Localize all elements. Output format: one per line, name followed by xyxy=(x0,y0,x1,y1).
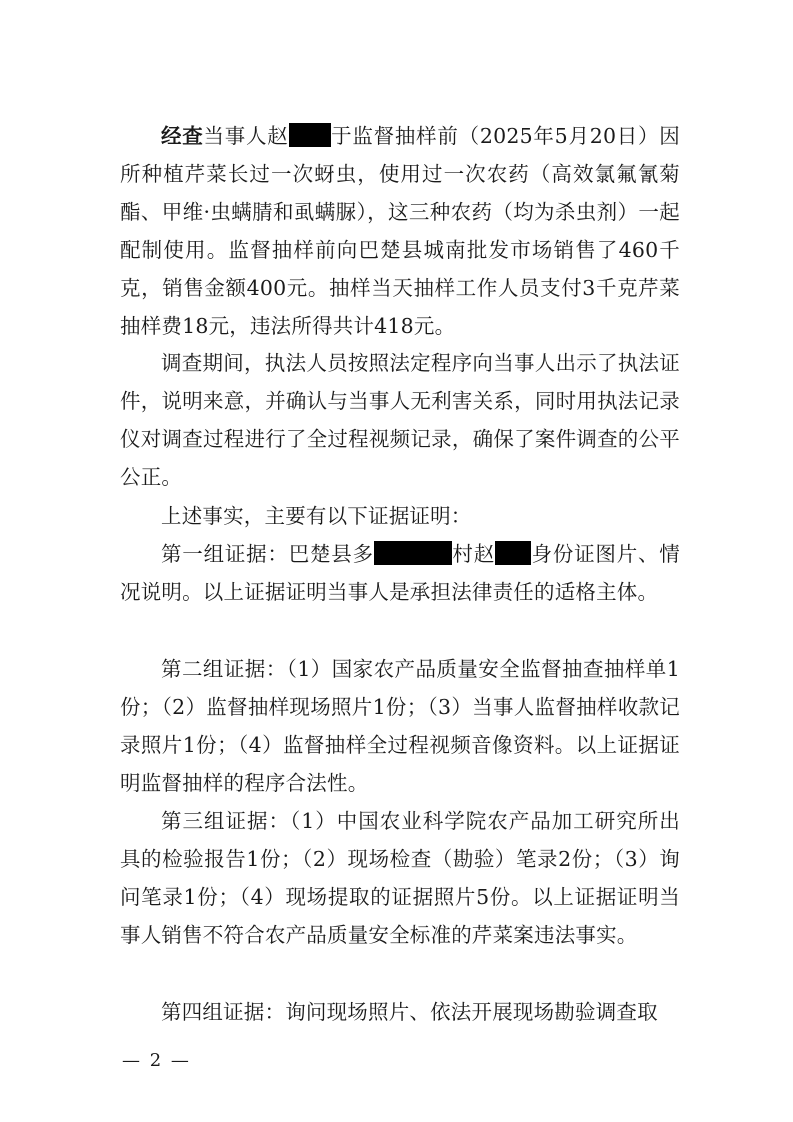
paragraph-evidence-group-2: 第二组证据：（1）国家农产品质量安全监督抽查抽样单1份；（2）监督抽样现场照片1份；（3）当事人监督抽样收款记录照片1份；（4）监督抽样全过程视频音像资料。以上证据证明监督抽样的程序合法性。 xyxy=(120,657,680,795)
paragraph-text: 身份证图片、情况说明。以上证据证明当事人是承担法律责任的适格主体。 xyxy=(120,542,680,604)
paragraph-evidence-group-3: 第三组证据：（1）中国农业科学院农产品加工研究所出具的检验报告1份；（2）现场检查（勘验）笔录2份；（3）询问笔录1份；（4）现场提取的证据照片5份。以上证据证明当事人销售不符合农产品质量安全标准的芹菜案违法事实。 xyxy=(120,809,680,947)
paragraph-text: 村赵 xyxy=(451,542,495,566)
redaction-bar xyxy=(289,123,331,147)
paragraph-evidence-group-1 xyxy=(120,535,680,611)
redaction-bar xyxy=(495,541,531,565)
redaction-bar xyxy=(374,541,452,565)
paragraph-text: 当事人赵 xyxy=(203,124,289,148)
paragraph-text: 于监督抽样前（2025年5月20日）因所种植芹菜长过一次蚜虫，使用过一次农药（高效氯氟氰菊酯、甲维·虫螨腈和虱螨脲），这三种农药（均为杀虫剂）一起配制使用。监督抽样前向巴楚县城南批发市场销售了460千克，销售金额400元。抽样当天抽样工作人员支付3千克芹菜抽样费18元，违法所得共计418元。 xyxy=(120,124,680,338)
paragraph-investigation xyxy=(120,117,680,345)
paragraph-procedure: 调查期间，执法人员按照法定程序向当事人出示了执法证件，说明来意，并确认与当事人无利害关系，同时用执法记录仪对调查过程进行了全过程视频记录，确保了案件调查的公平公正。 xyxy=(120,351,680,489)
paragraph-evidence-group-4: 第四组证据：询问现场照片、依法开展现场勘验调查取 xyxy=(161,1000,658,1024)
lead-term: 经查 xyxy=(161,124,204,148)
paragraph-evidence-intro: 上述事实，主要有以下证据证明： xyxy=(161,504,472,528)
page-number: — 2 — xyxy=(122,1050,191,1071)
paragraph-text: 第一组证据：巴楚县多 xyxy=(161,542,374,566)
